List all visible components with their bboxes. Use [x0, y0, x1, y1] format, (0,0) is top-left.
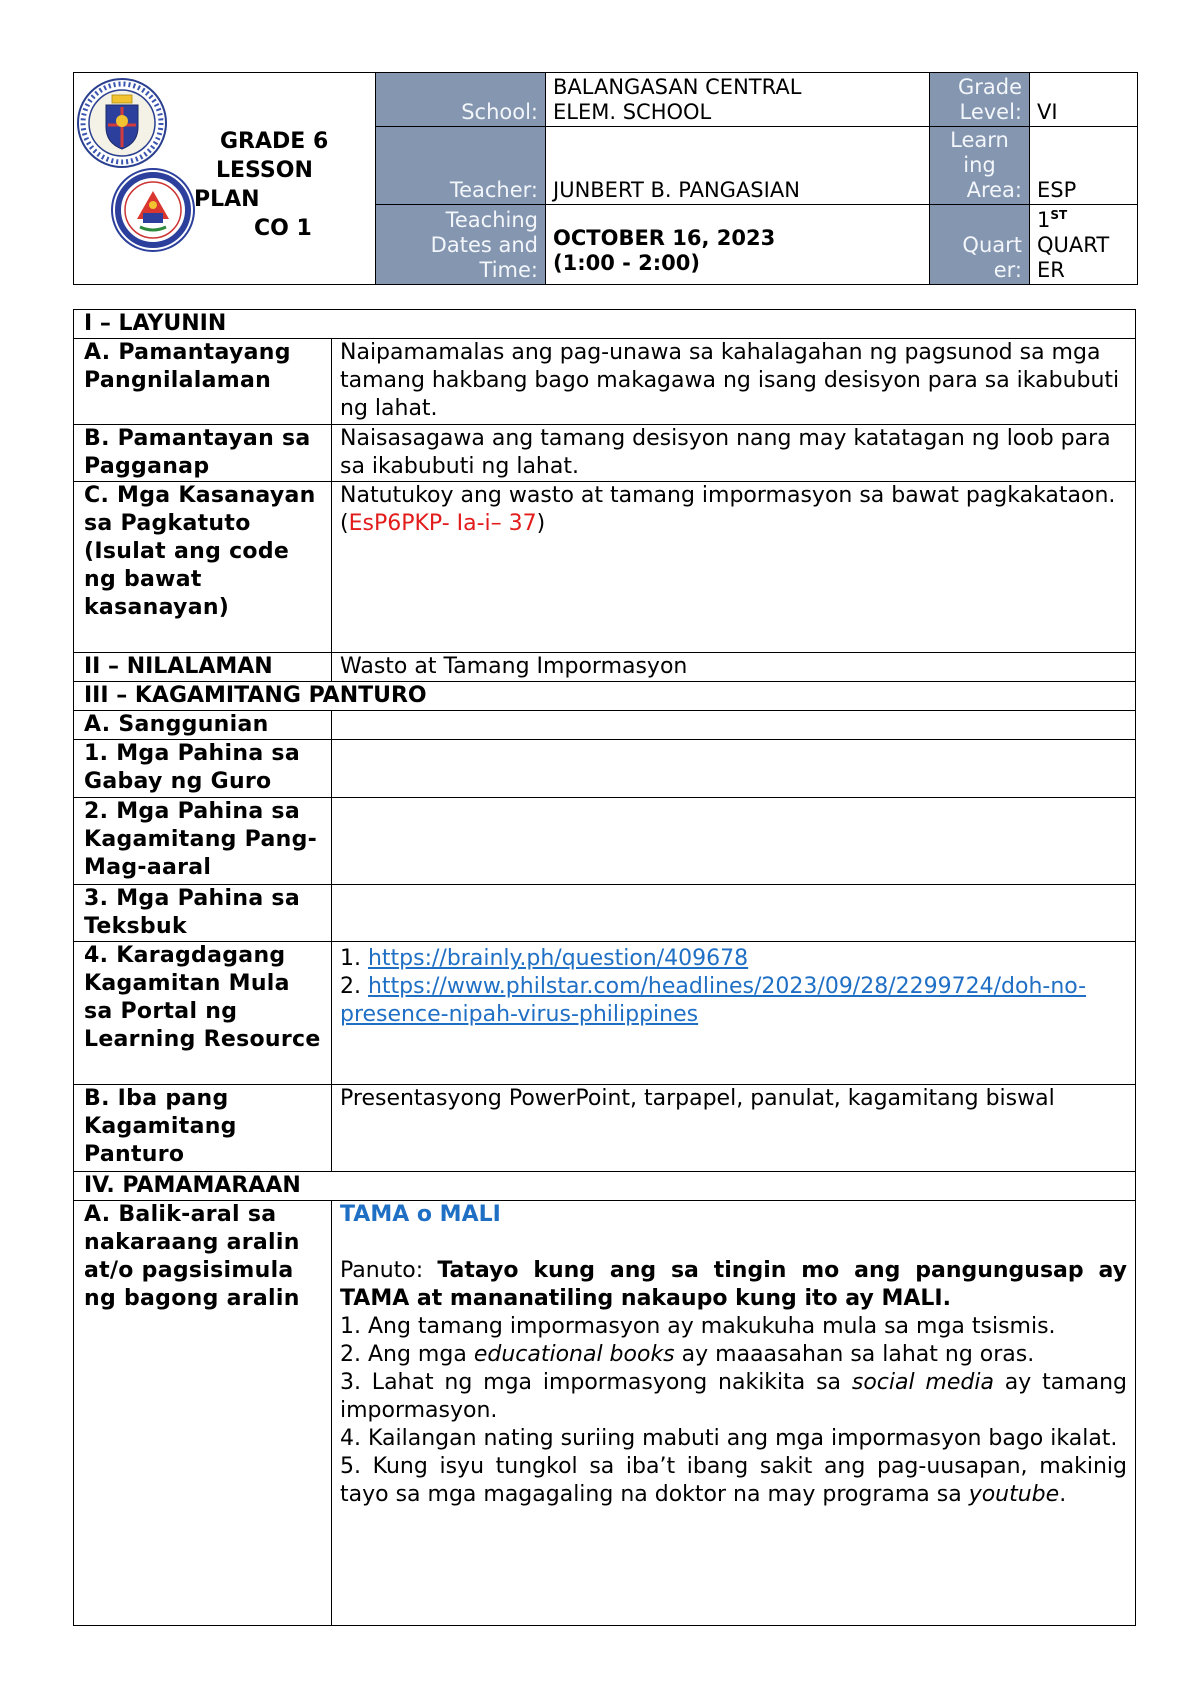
question-item: 4. Kailangan nating suriing mabuti ang mga impormasyon bago ikalat. [340, 1426, 1118, 1451]
row-value-teksbuk [332, 885, 1136, 942]
row-label-teksbuk: 3. Mga Pahina sa Teksbuk [74, 885, 332, 942]
item-text: ay tamang impormasyon. [340, 1370, 1127, 1423]
nilalaman-value: Wasto at Tamang Impormasyon [332, 653, 1136, 682]
dates-value-line: (1:00 - 2:00) [553, 251, 700, 275]
learning-area-value: ESP [1030, 127, 1138, 205]
panuto-label: Panuto: [340, 1258, 438, 1283]
teacher-label: Teacher: [376, 127, 546, 205]
competency-code: EsP6PKP- Ia-i– 37 [348, 511, 537, 536]
row-label-sanggunian: A. Sanggunian [74, 711, 332, 740]
learning-area-label-line: ing [963, 153, 996, 177]
dates-label-line: Time: [479, 258, 538, 282]
activity-title: TAMA o MALI [340, 1202, 501, 1227]
quarter-value [1030, 205, 1138, 285]
learning-area-label [930, 127, 1030, 205]
link-number: 1. [340, 946, 368, 971]
grade-level-label [930, 73, 1030, 127]
row-value-iba-pang-kagamitan: Presentasyong PowerPoint, tarpapel, panulat, kagamitang biswal [332, 1085, 1136, 1172]
quarter-value-line: ER [1037, 258, 1065, 282]
dates-label-line: Dates and [430, 233, 538, 257]
competency-code-line [340, 510, 1127, 538]
header-logo-cell [74, 73, 376, 285]
row-value-kasanayan [332, 482, 1136, 653]
grade-level-value: VI [1030, 73, 1138, 127]
brainly-link[interactable]: https://brainly.ph/question/409678 [367, 946, 749, 971]
row-label-pamantayang-pangnilalaman: A. Pamantayang Pangnilalaman [74, 339, 332, 425]
quarter-label [930, 205, 1030, 285]
grade-title [192, 127, 342, 243]
question-item [340, 1341, 1127, 1369]
school-label: School: [376, 73, 546, 127]
learning-area-label-line: Area: [966, 178, 1022, 202]
dates-value-line: OCTOBER 16, 2023 [553, 226, 776, 250]
grade-title-line: PLAN [194, 187, 260, 212]
dates-label-line: Teaching [445, 208, 538, 232]
row-value-portal [332, 942, 1136, 1085]
grade-title-line: CO 1 [254, 216, 312, 241]
panuto-text: Tatayo kung ang sa tingin mo ang pangungusap ay TAMA at mananatiling nakaupo kung ito ay MALI. [340, 1258, 1128, 1311]
blank-line [340, 1229, 1127, 1257]
row-value-balik-aral [332, 1201, 1136, 1626]
question-item [340, 1453, 1127, 1509]
section-pamamaraan: IV. PAMAMARAAN [74, 1172, 1136, 1201]
item-italic: youtube [968, 1482, 1060, 1507]
lesson-plan-table [73, 309, 1136, 1626]
row-label-iba-pang-kagamitan: B. Iba pang Kagamitang Panturo [74, 1085, 332, 1172]
header-table [73, 72, 1138, 285]
kasanayan-text: Natutukoy ang wasto at tamang impormasyon sa bawat pagkakataon. [340, 483, 1116, 508]
row-label-portal: 4. Karagdagang Kagamitan Mula sa Portal ng Learning Resource [74, 942, 332, 1085]
row-label-mag-aaral: 2. Mga Pahina sa Kagamitang Pang- Mag-aaral [74, 798, 332, 885]
row-value-pamantayan-sa-pagganap: Naisasagawa ang tamang desisyon nang may katatagan ng loob para sa ikabubuti ng lahat. [332, 425, 1136, 482]
school-value-line: ELEM. SCHOOL [553, 100, 712, 124]
grade-title-line: LESSON [216, 158, 313, 183]
grade-level-label-line: Grade [957, 75, 1022, 99]
quarter-value-line: QUART [1037, 233, 1110, 257]
quarter-label-line: er: [993, 258, 1022, 282]
dates-value [546, 205, 930, 285]
quarter-num: 1 [1037, 208, 1051, 232]
row-value-pamantayang-pangnilalaman: Naipamamalas ang pag-unawa sa kahalagahan ng pagsunod sa mga tamang hakbang bago makagawa ng isang desisyon para sa ikabubuti ng lahat. [332, 339, 1136, 425]
section-nilalaman: II – NILALAMAN [74, 653, 332, 682]
item-italic: social media [851, 1370, 994, 1395]
portal-link-line [340, 945, 1127, 973]
quarter-sup: ST [1050, 208, 1068, 222]
code-paren-open: ( [340, 511, 349, 536]
row-label-pamantayan-sa-pagganap: B. Pamantayan sa Pagganap [74, 425, 332, 482]
item-text: 2. Ang mga [340, 1342, 474, 1367]
question-item [340, 1369, 1127, 1425]
row-label-gabay-ng-guro: 1. Mga Pahina sa Gabay ng Guro [74, 740, 332, 798]
quarter-value-line [1037, 208, 1130, 233]
quarter-label-line: Quart [962, 233, 1022, 257]
link-number: 2. [340, 974, 368, 999]
section-kagamitan: III – KAGAMITANG PANTURO [74, 682, 1136, 711]
school-value-line: BALANGASAN CENTRAL [553, 75, 802, 99]
panuto [340, 1257, 1127, 1313]
teacher-value: JUNBERT B. PANGASIAN [546, 127, 930, 205]
portal-link-line [340, 973, 1127, 1029]
item-text: 3. Lahat ng mga impormasyong nakikita sa [340, 1370, 852, 1395]
grade-title-line: GRADE 6 [220, 129, 329, 154]
grade-level-label-line: Level: [959, 100, 1022, 124]
row-value-sanggunian [332, 711, 1136, 740]
dates-label [376, 205, 546, 285]
question-item: 1. Ang tamang impormasyon ay makukuha mula sa mga tsismis. [340, 1314, 1056, 1339]
learning-area-label-line: Learn [950, 128, 1009, 152]
deped-seal-logo [76, 77, 168, 169]
row-value-mag-aaral [332, 798, 1136, 885]
section-layunin: I – LAYUNIN [74, 310, 1136, 339]
philstar-link[interactable]: https://www.philstar.com/headlines/2023/09/28/2299724/doh-no-presence-nipah-virus-philippines [340, 974, 1087, 1027]
row-value-gabay-ng-guro [332, 740, 1136, 798]
row-label-balik-aral: A. Balik-aral sa nakaraang aralin at/o pagsisimula ng bagong aralin [74, 1201, 332, 1626]
item-text: ay maaasahan sa lahat ng oras. [674, 1342, 1035, 1367]
school-value [546, 73, 930, 127]
item-text: 5. Kung isyu tungkol sa iba’t ibang sakit ang pag-uusapan, makinig tayo sa mga magagaling na doktor na may programa sa [340, 1454, 1127, 1507]
item-text: . [1059, 1482, 1067, 1507]
code-paren-close: ) [536, 511, 546, 536]
row-label-kasanayan: C. Mga Kasanayan sa Pagkatuto (Isulat ang code ng bawat kasanayan) [74, 482, 332, 653]
school-seal-logo [110, 167, 196, 253]
item-italic: educational books [473, 1342, 675, 1367]
